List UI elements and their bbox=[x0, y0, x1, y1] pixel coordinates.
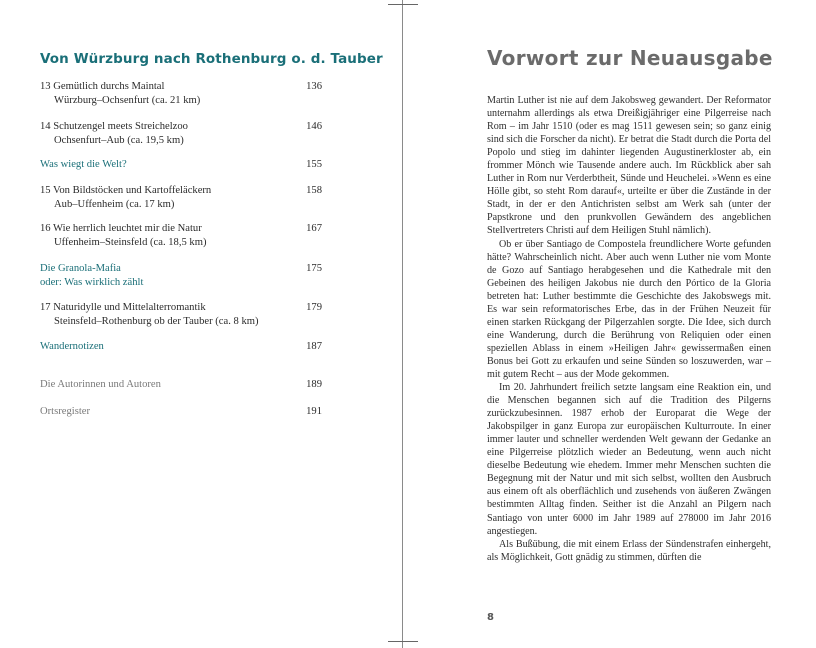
paragraph: Ob er über Santiago de Compostela freundlichere Worte gefunden hätte? Wahrscheinlich nicht. Aber auch wenn Luther nie vom Monte de Gozo auf Santiago herabgesehen und die Kathedrale mit den Gebeinen des heiligen Jakobus nie durch den Pórtico de la Gloria betreten hat: Luther bestimmte die Geschichte des Jakobswegs mit. Es war sein reformatorisches Erbe, das in der Frühen Neuzeit für einen starken Rückgang der Pilgerzahlen sorgte. Die Idee, sich durch eine Wanderung, durch die Berührung von Reliquien oder einen speziellen Ablass in einem »Heiligen Jahr« gewissermaßen einen Bonus bei Gott zu erkaufen und seine Sünden so loszuwerden, war – mit gutem Recht – aus der Mode gekommen. bbox=[487, 238, 771, 380]
toc-entry-title: 14 Schutzengel meets Streichelzoo bbox=[40, 121, 188, 132]
toc-entry[interactable] bbox=[40, 120, 322, 147]
toc-entry-title: Ortsregister bbox=[40, 406, 91, 417]
toc-entry-title: 13 Gemütlich durchs Maintal bbox=[40, 81, 165, 92]
page-number: 8 bbox=[487, 612, 494, 623]
toc-entry-route: Würzburg–Ochsenfurt (ca. 21 km) bbox=[54, 94, 201, 106]
toc-entry[interactable] bbox=[40, 184, 322, 211]
toc-entry-route: Uffenheim–Steinsfeld (ca. 18,5 km) bbox=[54, 236, 207, 248]
toc-entry-page: 189 bbox=[306, 379, 322, 390]
toc-entry[interactable] bbox=[40, 378, 322, 392]
paragraph: Als Bußübung, die mit einem Erlass der Sündenstrafen einhergeht, als Möglichkeit, Gott gnädig zu stimmen, dürften die bbox=[487, 538, 771, 563]
paragraph: Martin Luther ist nie auf dem Jakobsweg gewandert. Der Reformator unternahm allerdings als etwa Dreißigjähriger eine Pilgerreise nach Rom – im Jahr 1510 (oder es mag 1511 gewesen sein; so ganz einig sind sich die Forscher da nicht). Er betrat die Stadt durch die Porta del Popolo und stieg im dahinter liegenden Augustinerkloster ab, ein frommer Mönch wie Tausende andere auch. Im Rückblick aber sah Luther in Rom nur Verderbtheit, Sünde und Heuchelei. »Wenn es eine Hölle gibt, so steht Rom darauf«, urteilte er über die Zustände in der Stadt, in der er den Antichristen selbst am Werk sah (unter der Papstkrone und den prunkvollen Gewändern des angeblichen Stellvertreters Christi auf dem Heiligen Stuhl nämlich). bbox=[487, 95, 771, 237]
left-page-toc bbox=[0, 0, 402, 648]
toc-entry-page: 179 bbox=[306, 302, 322, 313]
toc-entry-page: 187 bbox=[306, 341, 322, 352]
preface-title: Vorwort zur Neuausgabe bbox=[487, 46, 773, 70]
toc-entry[interactable] bbox=[40, 301, 322, 328]
toc-entry-subtitle: oder: Was wirklich zählt bbox=[40, 276, 144, 288]
toc-entry-title: Wandernotizen bbox=[40, 341, 104, 352]
toc-entry-title: 15 Von Bildstöcken und Kartoffeläckern bbox=[40, 185, 212, 196]
toc-entry-title: Die Granola-Mafia bbox=[40, 263, 121, 274]
toc-entry-page: 191 bbox=[306, 406, 322, 417]
toc-section-heading: Von Würzburg nach Rothenburg o. d. Tauber bbox=[40, 51, 383, 67]
toc-entry[interactable] bbox=[40, 222, 322, 249]
toc-entry-route: Steinsfeld–Rothenburg ob der Tauber (ca. 8 km) bbox=[54, 315, 259, 327]
toc-entry-title: 16 Wie herrlich leuchtet mir die Natur bbox=[40, 223, 202, 234]
toc-entry-title: Was wiegt die Welt? bbox=[40, 159, 127, 170]
toc-entry[interactable] bbox=[40, 262, 322, 289]
toc-entry[interactable] bbox=[40, 405, 322, 419]
book-gutter bbox=[402, 0, 403, 648]
paragraph: Im 20. Jahrhundert freilich setzte langsam eine Reaktion ein, und die Menschen begannen sich auf die Tradition des Pilgerns zurückzubesinnen. 1987 erhob der Europarat die Wege der Jakobspilger in ganz Europa zur europäischen Kulturroute. In einer immer lauter und schneller werdenden Welt gewann der Gedanke an eine Pilgerreise plötzlich wieder an Bedeutung, wenn auch nicht dieselbe Bedeutung wie ehedem. Immer mehr Menschen suchten die Begegnung mit der Natur und mit sich selbst, wollten den Ausbruch aus einem oft als oberflächlich und zusehends von äußeren Zwängen bestimmten Alltag finden. Seither ist die Anzahl an Pilgern nach Santiago von unter 6000 im Jahr 1989 auf 278000 im Jahr 2016 angestiegen. bbox=[487, 382, 771, 537]
toc-entry-page: 146 bbox=[306, 121, 322, 132]
toc-entry-page: 175 bbox=[306, 263, 322, 274]
toc-entry-title: Die Autorinnen und Autoren bbox=[40, 379, 161, 390]
toc-entry-page: 136 bbox=[306, 81, 322, 92]
toc-entry[interactable] bbox=[40, 340, 322, 354]
toc-entry-title: 17 Naturidylle und Mittelalterromantik bbox=[40, 302, 206, 313]
toc-entry-route: Ochsenfurt–Aub (ca. 19,5 km) bbox=[54, 134, 184, 146]
toc-entry[interactable] bbox=[40, 158, 322, 172]
toc-entry-page: 158 bbox=[306, 185, 322, 196]
toc-entry-route: Aub–Uffenheim (ca. 17 km) bbox=[54, 198, 175, 210]
right-page-preface bbox=[404, 0, 816, 648]
toc-entry-page: 155 bbox=[306, 159, 322, 170]
preface-body bbox=[487, 94, 771, 564]
toc-entry-page: 167 bbox=[306, 223, 322, 234]
toc-entry[interactable] bbox=[40, 80, 322, 107]
